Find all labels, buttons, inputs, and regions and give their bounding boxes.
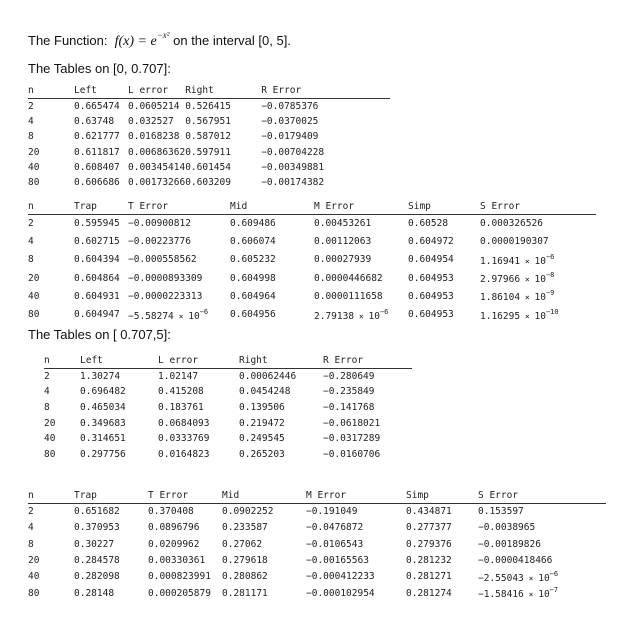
table-cell: 0.604956 bbox=[230, 309, 276, 321]
table-cell: 0.281232 bbox=[406, 555, 452, 567]
table-cell: 0.0684093 bbox=[158, 417, 210, 429]
table-row bbox=[28, 585, 606, 601]
table-row bbox=[28, 251, 596, 269]
table-cell: −0.141768 bbox=[323, 401, 375, 413]
table-cell: 0.434871 bbox=[406, 506, 452, 518]
column-header: Trap bbox=[74, 490, 148, 504]
table-cell: 0.00686362 bbox=[128, 146, 186, 158]
table-cell: 0.349683 bbox=[80, 417, 126, 429]
table-row bbox=[28, 287, 596, 305]
table-cell: −0.0038965 bbox=[478, 522, 536, 534]
table-cell: −0.00349881 bbox=[261, 161, 325, 173]
table-cell: 0.0605214 bbox=[128, 100, 180, 112]
table-cell: 0.0000190307 bbox=[480, 236, 549, 248]
table-cell: 0.604864 bbox=[74, 272, 120, 284]
section1-title: The Tables on [0, 0.707]: bbox=[28, 61, 171, 76]
table-cell: −0.00165563 bbox=[306, 555, 369, 567]
table-cell: 0.604972 bbox=[408, 236, 454, 248]
table-cell: 0.604954 bbox=[408, 254, 454, 266]
table-cell: 0.621777 bbox=[74, 131, 120, 143]
table-cell: 0.696482 bbox=[80, 386, 126, 398]
table-cell: 0.606686 bbox=[74, 177, 120, 189]
table-cell: 0.604998 bbox=[230, 272, 276, 284]
table-cell: 4 bbox=[28, 522, 34, 534]
table-cell: −0.000102954 bbox=[306, 587, 375, 599]
table-header-row bbox=[28, 201, 596, 215]
table-cell: $2.97966 \times 10^{-8}$ bbox=[480, 271, 555, 286]
table-trap-mid-simp-2 bbox=[28, 490, 606, 601]
table-cell: 4 bbox=[28, 236, 34, 248]
column-header: L error bbox=[128, 85, 185, 99]
table-cell: 0.609486 bbox=[230, 218, 276, 230]
table-cell: $-5.58274 \times 10^{-6}$ bbox=[128, 307, 209, 322]
table-row bbox=[44, 446, 412, 462]
table-cell: 0.249545 bbox=[239, 433, 285, 445]
table-cell: 0.526415 bbox=[185, 100, 231, 112]
table-cell: −0.0160706 bbox=[323, 448, 381, 460]
column-header: Right bbox=[185, 85, 261, 99]
table-cell: 4 bbox=[28, 115, 34, 127]
table-header-row bbox=[28, 85, 390, 99]
table-cell: 0.415208 bbox=[158, 386, 204, 398]
column-header: R Error bbox=[261, 85, 390, 99]
table-cell: 0.284578 bbox=[74, 555, 120, 567]
table-header-row bbox=[44, 355, 412, 369]
table-cell: 0.60528 bbox=[408, 218, 449, 230]
table-row bbox=[28, 160, 390, 175]
table-cell: 80 bbox=[44, 448, 56, 460]
interval-text: on the interval [0, 5]. bbox=[173, 33, 291, 48]
table-cell: 0.281274 bbox=[406, 587, 452, 599]
table-cell: −0.191049 bbox=[306, 506, 358, 518]
table-cell: 0.0333769 bbox=[158, 433, 210, 445]
table-cell: 8 bbox=[28, 254, 34, 266]
column-header: S Error bbox=[478, 490, 606, 504]
table-row bbox=[44, 384, 412, 400]
table-cell: 0.139506 bbox=[239, 401, 285, 413]
table-cell: −0.00704228 bbox=[261, 146, 325, 158]
column-header: R Error bbox=[323, 355, 412, 369]
table-cell: 0.604947 bbox=[74, 309, 120, 321]
table-row bbox=[28, 215, 596, 233]
table-left-right-1 bbox=[28, 85, 390, 190]
table-cell: 0.370408 bbox=[148, 506, 194, 518]
column-header: M Error bbox=[314, 201, 408, 215]
table-row bbox=[28, 144, 390, 159]
table-cell: −0.280649 bbox=[323, 371, 375, 383]
table-cell: 0.00345414 bbox=[128, 161, 186, 173]
table-cell: 0.651682 bbox=[74, 506, 120, 518]
table-cell: 0.000823991 bbox=[148, 571, 211, 583]
table-cell: −0.235849 bbox=[323, 386, 375, 398]
column-header: T Error bbox=[128, 201, 230, 215]
table-cell: $1.16295 \times 10^{-10}$ bbox=[480, 307, 559, 322]
table-row bbox=[28, 536, 606, 552]
table-cell: −0.0106543 bbox=[306, 538, 364, 550]
table-cell: 0.602715 bbox=[74, 236, 120, 248]
column-header: n bbox=[28, 85, 74, 99]
function-exponent: −x² bbox=[156, 30, 170, 40]
table-cell: 0.567951 bbox=[185, 115, 231, 127]
column-header: n bbox=[28, 490, 74, 504]
table-cell: 0.465034 bbox=[80, 401, 126, 413]
table-cell: 0.00330361 bbox=[148, 555, 206, 567]
table-cell: −0.00223776 bbox=[128, 236, 191, 248]
table-cell: 0.00062446 bbox=[239, 371, 297, 383]
table-cell: 0.000205879 bbox=[148, 587, 211, 599]
table-cell: 0.370953 bbox=[74, 522, 120, 534]
table-cell: $-2.55043 \times 10^{-6}$ bbox=[478, 569, 559, 584]
table-cell: 0.604953 bbox=[408, 272, 454, 284]
column-header: Trap bbox=[74, 201, 128, 215]
column-header: Left bbox=[80, 355, 158, 369]
table-cell: −0.0785376 bbox=[261, 100, 319, 112]
table-cell: −0.000558562 bbox=[128, 254, 197, 266]
table-cell: 0.153597 bbox=[478, 506, 524, 518]
table-cell: 0.265203 bbox=[239, 448, 285, 460]
table-header-row bbox=[28, 490, 606, 504]
column-header: Simp bbox=[406, 490, 478, 504]
table-cell: 40 bbox=[44, 433, 56, 445]
table-cell: 2 bbox=[44, 371, 50, 383]
column-header: T Error bbox=[148, 490, 222, 504]
table-cell: 0.0902252 bbox=[222, 506, 274, 518]
table-cell: 80 bbox=[28, 309, 40, 321]
column-header: M Error bbox=[306, 490, 406, 504]
table-cell: 0.297756 bbox=[80, 448, 126, 460]
table-cell: 0.032527 bbox=[128, 115, 174, 127]
table-cell: 1.02147 bbox=[158, 371, 199, 383]
table-left-right-2 bbox=[44, 355, 412, 462]
table-cell: 0.233587 bbox=[222, 522, 268, 534]
table-row bbox=[44, 415, 412, 431]
table-cell: 8 bbox=[44, 401, 50, 413]
table-cell: 40 bbox=[28, 571, 40, 583]
table-cell: 80 bbox=[28, 177, 40, 189]
table-cell: 0.277377 bbox=[406, 522, 452, 534]
table-cell: 40 bbox=[28, 290, 40, 302]
table-row bbox=[44, 400, 412, 416]
table-cell: 0.611817 bbox=[74, 146, 120, 158]
table-cell: 0.000326526 bbox=[480, 218, 543, 230]
table-cell: 0.603209 bbox=[185, 177, 231, 189]
column-header: Right bbox=[239, 355, 323, 369]
table-cell: 0.00453261 bbox=[314, 218, 372, 230]
table-cell: −0.00900812 bbox=[128, 218, 191, 230]
table-cell: 0.604931 bbox=[74, 290, 120, 302]
table-cell: 0.00027939 bbox=[314, 254, 372, 266]
table-cell: 0.605232 bbox=[230, 254, 276, 266]
table-cell: 2 bbox=[28, 100, 34, 112]
table-cell: $2.79138 \times 10^{-6}$ bbox=[314, 307, 389, 322]
table-cell: 0.0164823 bbox=[158, 448, 210, 460]
column-header: n bbox=[28, 201, 74, 215]
table-cell: −0.0370025 bbox=[261, 115, 319, 127]
table-cell: 0.608407 bbox=[74, 161, 120, 173]
table-cell: −0.0000223313 bbox=[128, 290, 203, 302]
table-cell: 2 bbox=[28, 506, 34, 518]
table-cell: $1.16941 \times 10^{-6}$ bbox=[480, 252, 555, 267]
table-cell: 0.0168238 bbox=[128, 131, 180, 143]
function-formula bbox=[111, 30, 170, 49]
table-cell: −0.0476872 bbox=[306, 522, 364, 534]
column-header: Mid bbox=[230, 201, 314, 215]
table-cell: 0.601454 bbox=[185, 161, 231, 173]
table-cell: −0.0000418466 bbox=[478, 555, 553, 567]
table-cell: 8 bbox=[28, 131, 34, 143]
table-cell: 0.63748 bbox=[74, 115, 115, 127]
table-cell: 0.279618 bbox=[222, 555, 268, 567]
table-cell: 0.0454248 bbox=[239, 386, 291, 398]
table-cell: 0.282098 bbox=[74, 571, 120, 583]
table-row bbox=[28, 99, 390, 114]
table-cell: 8 bbox=[28, 538, 34, 550]
table-cell: 1.30274 bbox=[80, 371, 121, 383]
table-cell: 0.587012 bbox=[185, 131, 231, 143]
table-cell: 0.183761 bbox=[158, 401, 204, 413]
table-cell: 0.0000111658 bbox=[314, 290, 383, 302]
table-cell: 0.27062 bbox=[222, 538, 263, 550]
table-cell: 0.30227 bbox=[74, 538, 115, 550]
table-cell: 80 bbox=[28, 587, 40, 599]
table-cell: 20 bbox=[28, 272, 40, 284]
table-trap-mid-simp-1 bbox=[28, 201, 596, 324]
table-cell: 0.604964 bbox=[230, 290, 276, 302]
table-cell: 0.281271 bbox=[406, 571, 452, 583]
table-cell: 0.314651 bbox=[80, 433, 126, 445]
table-cell: 40 bbox=[28, 161, 40, 173]
table-row bbox=[28, 129, 390, 144]
table-row bbox=[28, 520, 606, 536]
table-cell: −0.00174382 bbox=[261, 177, 325, 189]
table-row bbox=[28, 233, 596, 251]
table-cell: 4 bbox=[44, 386, 50, 398]
table-row bbox=[44, 431, 412, 447]
table-cell: 0.606074 bbox=[230, 236, 276, 248]
column-header: Left bbox=[74, 85, 128, 99]
table-row bbox=[28, 269, 596, 287]
table-cell: −0.0618021 bbox=[323, 417, 381, 429]
table-cell: 0.279376 bbox=[406, 538, 452, 550]
table-cell: 0.00112063 bbox=[314, 236, 372, 248]
table-cell: 20 bbox=[28, 146, 40, 158]
table-cell: 0.00173266 bbox=[128, 177, 186, 189]
table-cell: −0.0179409 bbox=[261, 131, 319, 143]
table-cell: 0.604394 bbox=[74, 254, 120, 266]
table-row bbox=[28, 552, 606, 568]
table-cell: −0.0317289 bbox=[323, 433, 381, 445]
table-cell: −0.00189826 bbox=[478, 538, 541, 550]
table-row bbox=[44, 369, 412, 385]
table-cell: 0.604953 bbox=[408, 309, 454, 321]
column-header: n bbox=[44, 355, 80, 369]
table-row bbox=[28, 175, 390, 190]
table-cell: 20 bbox=[28, 555, 40, 567]
column-header: L error bbox=[158, 355, 239, 369]
section2-title: The Tables on [ 0.707,5]: bbox=[28, 327, 171, 342]
function-statement bbox=[28, 30, 291, 50]
table-cell: 0.595945 bbox=[74, 218, 120, 230]
table-cell: 0.280862 bbox=[222, 571, 268, 583]
table-cell: 0.219472 bbox=[239, 417, 285, 429]
function-lhs: f(x) = e bbox=[114, 34, 157, 49]
table-cell: 0.281171 bbox=[222, 587, 268, 599]
column-header: S Error bbox=[480, 201, 596, 215]
table-cell: 2 bbox=[28, 218, 34, 230]
column-header: Mid bbox=[222, 490, 306, 504]
table-row bbox=[28, 504, 606, 520]
table-cell: 20 bbox=[44, 417, 56, 429]
table-cell: 0.0896796 bbox=[148, 522, 200, 534]
table-cell: −0.0000893309 bbox=[128, 272, 203, 284]
table-cell: 0.665474 bbox=[74, 100, 120, 112]
table-cell: −0.000412233 bbox=[306, 571, 375, 583]
table-cell: 0.597911 bbox=[185, 146, 231, 158]
table-row bbox=[28, 569, 606, 585]
table-cell: 0.28148 bbox=[74, 587, 115, 599]
table-cell: $-1.58416 \times 10^{-7}$ bbox=[478, 586, 559, 601]
table-row bbox=[28, 305, 596, 323]
column-header: Simp bbox=[408, 201, 480, 215]
table-row bbox=[28, 114, 390, 129]
function-label: The Function: bbox=[28, 33, 108, 48]
table-cell: 0.604953 bbox=[408, 290, 454, 302]
table-cell: 0.0209962 bbox=[148, 538, 200, 550]
table-cell: $1.86104 \times 10^{-9}$ bbox=[480, 289, 555, 304]
table-cell: 0.0000446682 bbox=[314, 272, 383, 284]
